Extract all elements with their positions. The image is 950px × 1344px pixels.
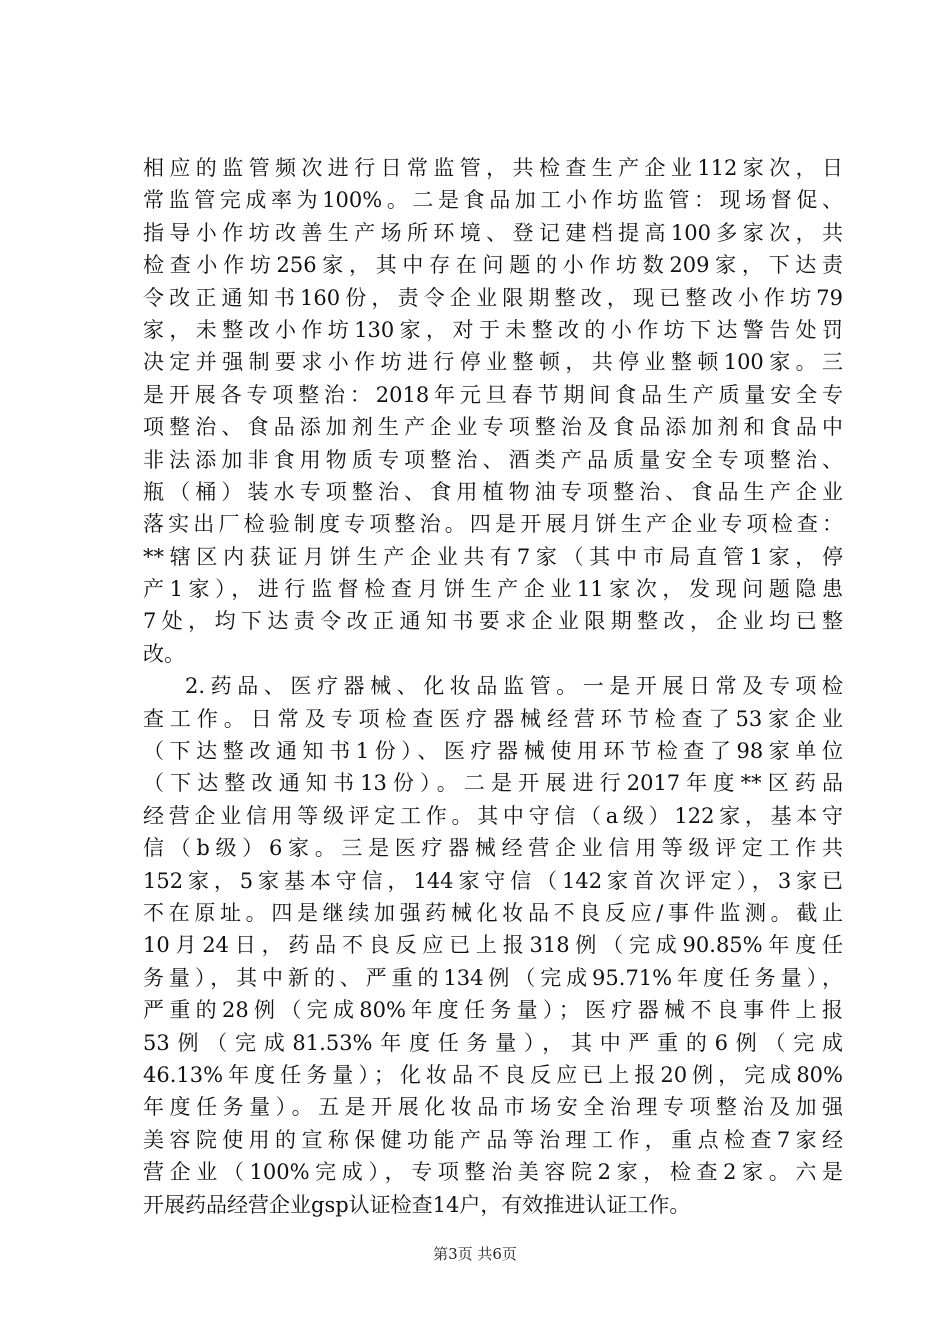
text-line: 10月24日，药品不良反应已上报318例（完成90.85%年度任 [143,933,843,958]
text-line: 指导小作坊改善生产场所环境、登记建档提高100多家次，共 [143,220,843,245]
text-line: 查工作。日常及专项检查医疗器械经营环节检查了53家企业 [143,706,843,731]
text-line: 瓶（桶）装水专项整治、食用植物油专项整治、食品生产企业 [143,479,843,504]
body-text [143,152,843,1221]
text-line: 2.药品、医疗器械、化妆品监管。一是开展日常及专项检 [185,674,843,699]
text-line: （下达整改通知书13份）。二是开展进行2017年度**区药品 [143,771,843,796]
text-line: 非法添加非食用物质专项整治、酒类产品质量安全专项整治、 [143,447,843,472]
text-line: 营企业（100%完成），专项整治美容院2家，检查2家。六是 [143,1160,843,1185]
text-line: 开展药品经营企业gsp认证检查14户，有效推进认证工作。 [143,1192,691,1217]
text-line: （下达整改通知书1份）、医疗器械使用环节检查了98家单位 [143,739,843,764]
text-line: **辖区内获证月饼生产企业共有7家（其中市局直管1家，停 [143,544,843,569]
text-line: 46.13%年度任务量）；化妆品不良反应已上报20例，完成80% [143,1062,843,1087]
text-line: 相应的监管频次进行日常监管，共检查生产企业112家次，日 [143,156,843,180]
text-line: 152家，5家基本守信，144家守信（142家首次评定），3家已 [143,868,843,893]
text-line: 产1家），进行监督检查月饼生产企业11家次，发现问题隐患 [143,577,843,602]
text-line: 经营企业信用等级评定工作。其中守信（a级）122家，基本守 [143,803,843,828]
text-line: 不在原址。四是继续加强药械化妆品不良反应/事件监测。截止 [143,900,843,925]
text-line: 务量），其中新的、严重的134例（完成95.71%年度任务量）， [143,965,843,990]
text-line: 决定并强制要求小作坊进行停业整顿，共停业整顿100家。三 [143,350,843,375]
text-line: 年度任务量）。五是开展化妆品市场安全治理专项整治及加强 [143,1095,843,1120]
text-line: 信（b级）6家。三是医疗器械经营企业信用等级评定工作共 [143,836,843,861]
text-line: 7处，均下达责令改正通知书要求企业限期整改，企业均已整 [143,609,843,634]
text-line: 53例（完成81.53%年度任务量），其中严重的6例（完成 [143,1030,843,1055]
text-line: 改。 [143,641,185,666]
text-line: 是开展各专项整治：2018年元旦春节期间食品生产质量安全专 [143,382,843,407]
text-line: 检查小作坊256家，其中存在问题的小作坊数209家，下达责 [143,253,843,278]
text-line: 常监管完成率为100%。二是食品加工小作坊监管：现场督促、 [143,188,843,213]
text-line: 令改正通知书160份，责令企业限期整改，现已整改小作坊79 [143,285,843,310]
text-line: 美容院使用的宣称保健功能产品等治理工作，重点检查7家经 [143,1127,843,1152]
text-line: 家，未整改小作坊130家，对于未整改的小作坊下达警告处罚 [143,317,843,342]
page-footer: 第3页 共6页 [433,1245,517,1263]
text-line: 项整治、食品添加剂生产企业专项整治及食品添加剂和食品中 [143,415,843,440]
text-line: 严重的28例（完成80%年度任务量）；医疗器械不良事件上报 [143,998,843,1023]
text-line: 落实出厂检验制度专项整治。四是开展月饼生产企业专项检查： [143,512,843,537]
